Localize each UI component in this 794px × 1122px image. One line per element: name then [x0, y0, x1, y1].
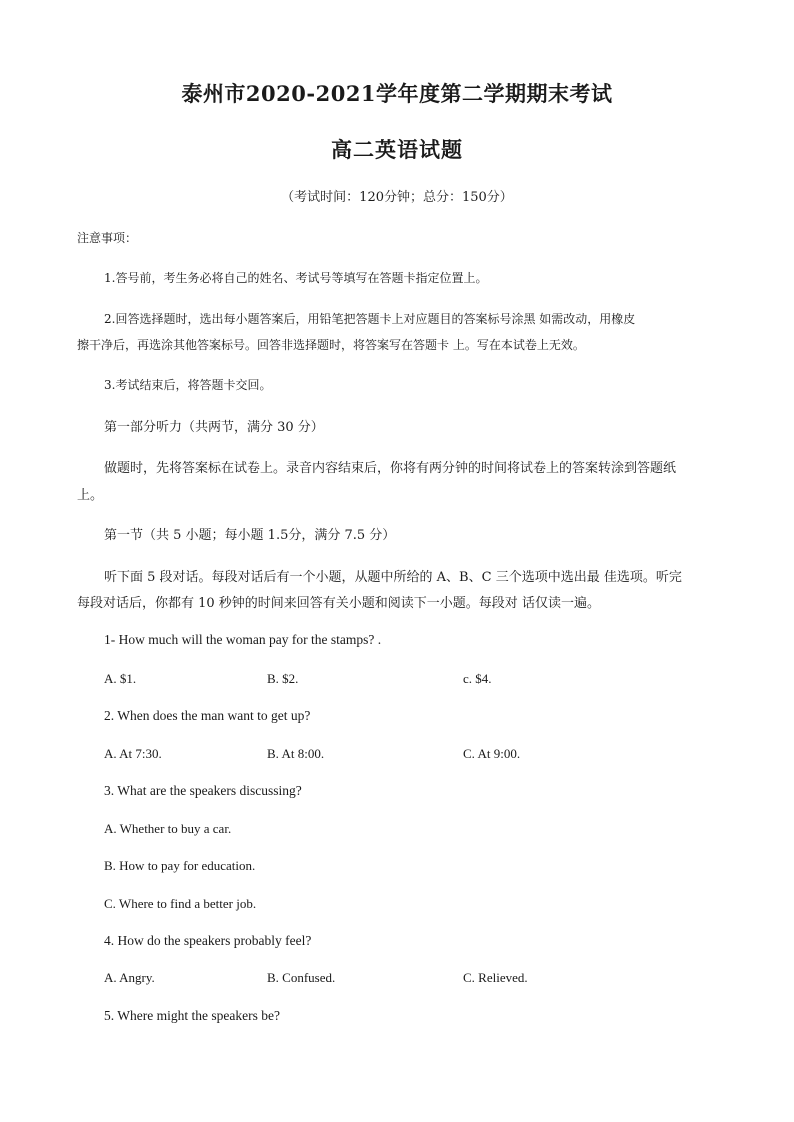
- question-4-option-a: A. Angry.: [104, 970, 155, 985]
- question-4-option-b: B. Confused.: [267, 970, 336, 985]
- section1-heading: 第一节（共 5 小题；每小题 1.5分，满分 7.5 分）: [104, 528, 396, 543]
- question-2-option-b: B. At 8:00.: [267, 746, 325, 761]
- question-2-option-c: C. At 9:00.: [463, 746, 521, 761]
- question-3-option-b: B. How to pay for education.: [104, 858, 256, 873]
- exam-title: 泰州市2020-2021学年度第二学期期末考试: [181, 81, 613, 106]
- question-3-option-c: C. Where to find a better job.: [104, 896, 257, 911]
- exam-meta: （考试时间：120分钟；总分：150分）: [281, 190, 513, 205]
- section1-instruction-cont: 每段对话后，你都有 10 秒钟的时间来回答有关小题和阅读下一小题。每段对 话仅读一遍。: [77, 596, 600, 611]
- part1-heading: 第一部分听力（共两节，满分 30 分）: [104, 420, 324, 435]
- question-1-option-a: A. $1.: [104, 671, 137, 686]
- question-3-stem: 3. What are the speakers discussing?: [104, 783, 302, 798]
- question-1-option-b: B. $2.: [267, 671, 299, 686]
- notice-item-2: 2.回答选择题时，选出每小题答案后，用铅笔把答题卡上对应题目的答案标号涂黑 如需改动，用橡皮: [104, 312, 636, 326]
- question-1-option-c: c. $4.: [463, 671, 492, 686]
- notice-heading: 注意事项：: [77, 231, 138, 245]
- question-2-option-a: A. At 7:30.: [104, 746, 162, 761]
- question-3-option-a: A. Whether to buy a car.: [104, 821, 232, 836]
- notice-item-3: 3.考试结束后，将答题卡交回。: [104, 378, 272, 392]
- part1-instruction: 做题时，先将答案标在试卷上。录音内容结束后，你将有两分钟的时间将试卷上的答案转涂到答题纸: [104, 461, 677, 476]
- part1-instruction-cont: 上。: [77, 488, 104, 503]
- question-5-stem: 5. Where might the speakers be?: [104, 1008, 280, 1023]
- notice-item-2-cont: 擦干净后，再选涂其他答案标号。回答非选择题时，将答案写在答题卡 上。写在本试卷上无效。: [77, 338, 585, 352]
- question-4-option-c: C. Relieved.: [463, 970, 528, 985]
- question-1-stem: 1- How much will the woman pay for the stamps? .: [104, 632, 382, 647]
- exam-subtitle: 高二英语试题: [331, 137, 463, 162]
- question-4-stem: 4. How do the speakers probably feel?: [104, 933, 312, 948]
- notice-item-1: 1.答号前，考生务必将自己的姓名、考试号等填写在答题卡指定位置上。: [104, 271, 488, 285]
- question-2-stem: 2. When does the man want to get up?: [104, 708, 311, 723]
- section1-instruction: 听下面 5 段对话。每段对话后有一个小题，从题中所给的 A、B、C 三个选项中选出最 佳选项。听完: [104, 570, 682, 585]
